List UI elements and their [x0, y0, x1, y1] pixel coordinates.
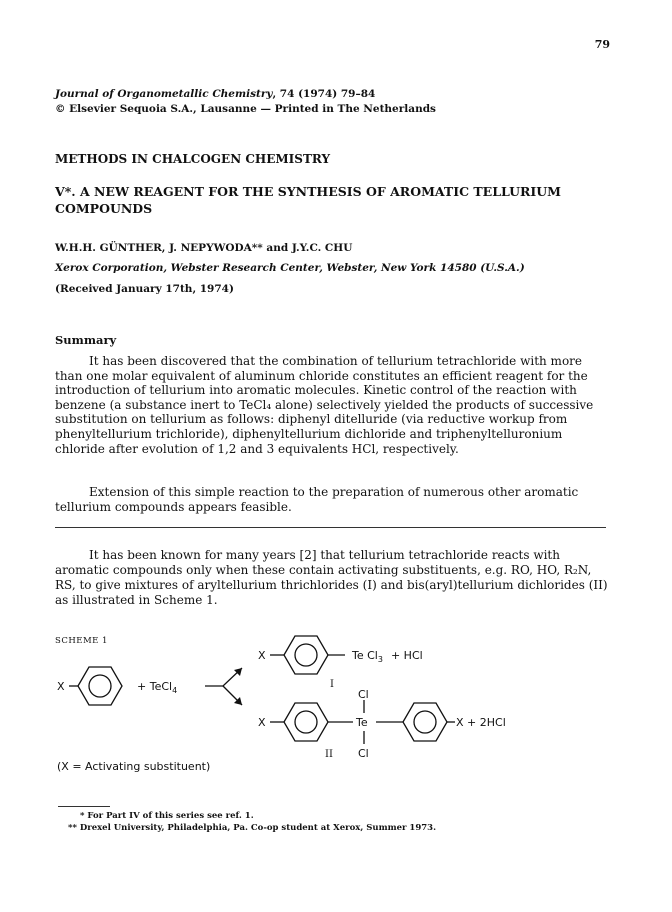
summary-paragraph-1: It has been discovered that the combination of tellurium tetrachloride with more than one molar equivalent of aluminum chloride constitutes an efficient reagent for the introduction of tellurium into aromatic molecules. Kinetic control of the reaction with benzene (a substance inert to TeCl₄ alone) selectively yielded the products of successive substitution on tellurium as follows: diphenyl ditelluride (via reductive workup from phenyltellurium trichloride), diphenyltellurium dichloride and triphenyltelluronium chloride after evolution of 1,2 and 3 equivalents HCl, respectively.: [55, 354, 594, 456]
product1-tail: Te Cl: [352, 649, 378, 662]
summary-paragraph-2: Extension of this simple reaction to the preparation of numerous other aromatic tellurium compounds appears feasible.: [55, 485, 579, 514]
scheme-label: SCHEME 1: [55, 636, 108, 646]
publisher-line: © Elsevier Sequoia S.A., Lausanne — Printed in The Netherlands: [55, 103, 436, 115]
product2-cl-bottom: Cl: [358, 747, 369, 760]
body-paragraph: It has been known for many years [2] that tellurium tetrachloride reacts with aromatic compounds only when these contain activating substituents, e.g. RO, HO, R₂N, RS, to give mixtures of aryltellurium thrichlorides (I) and bis(aryl)tellurium dichlorides (II) as illustrated in Scheme 1.: [55, 548, 608, 607]
received-date: (Received January 17th, 1974): [55, 283, 234, 295]
product1-x: X: [258, 649, 266, 662]
affiliation: Xerox Corporation, Webster Research Center, Webster, New York 14580 (U.S.A.): [55, 262, 525, 274]
reagent-tecl4: [137, 680, 177, 695]
series-title: METHODS IN CHALCOGEN CHEMISTRY: [55, 152, 331, 166]
product2-label: II: [325, 749, 333, 760]
benzene-ring-product-2a: [284, 703, 328, 741]
product2-te: Te: [356, 716, 368, 729]
benzene-ring-reactant: [78, 667, 122, 705]
authors: W.H.H. GÜNTHER, J. NEPYWODA** and J.Y.C. CHU: [55, 242, 353, 254]
product1-tecl3: [351, 649, 423, 664]
scheme-note: (X = Activating substituent): [57, 760, 211, 773]
benzene-ring-product-1: [284, 636, 328, 674]
product1-label: I: [330, 679, 334, 690]
product2-cl-top: Cl: [358, 688, 369, 701]
article-title: V*. A NEW REAGENT FOR THE SYNTHESIS OF AROMATIC TELLURIUM COMPOUNDS: [55, 184, 561, 216]
reactant-x: X: [57, 680, 65, 693]
benzene-ring-product-2b: [403, 703, 447, 741]
reagent-subscript: 4: [172, 686, 178, 695]
footnote-2: ** Drexel University, Philadelphia, Pa. Co-op student at Xerox, Summer 1973.: [68, 823, 437, 833]
product1-plus-hcl: + HCl: [390, 649, 423, 662]
footnote-1: * For Part IV of this series see ref. 1.: [80, 811, 254, 821]
product2-x: X: [258, 716, 266, 729]
journal-name: Journal of Organometallic Chemistry: [55, 88, 273, 100]
product1-subscript: 3: [377, 655, 383, 664]
summary-heading: Summary: [55, 333, 117, 347]
product2-tail: X + 2HCl: [456, 716, 506, 729]
footnote-rule: [58, 806, 110, 807]
reagent-text: + TeCl: [137, 680, 173, 693]
page-number: 79: [594, 38, 610, 51]
journal-volume: , 74 (1974) 79–84: [272, 88, 376, 100]
